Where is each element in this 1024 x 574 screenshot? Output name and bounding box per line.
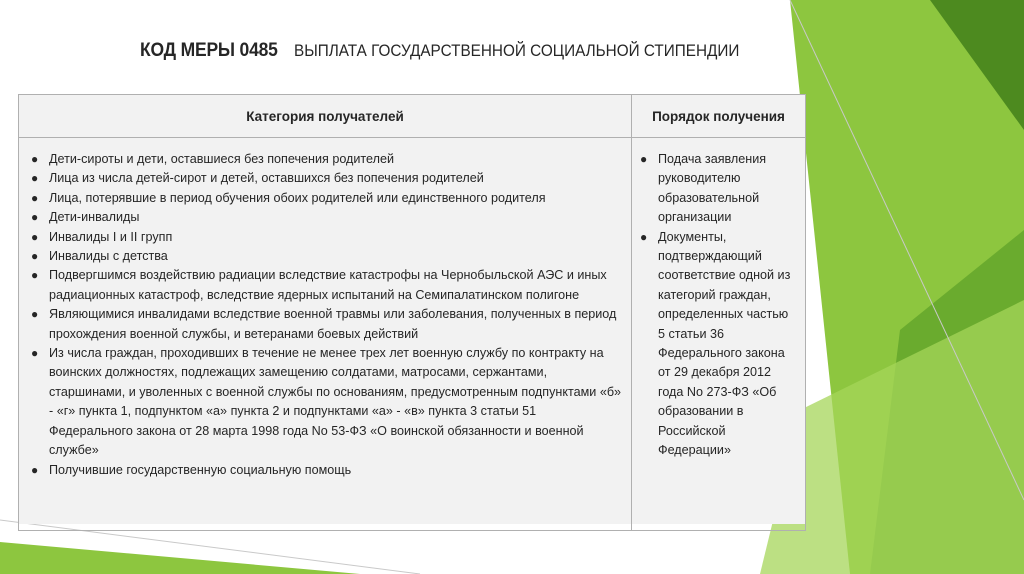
recipient-item <box>29 189 623 208</box>
recipient-item-text: Инвалиды с детства <box>49 249 168 264</box>
slide-title <box>140 40 789 62</box>
recipient-item <box>29 344 623 460</box>
bullet-icon: ● <box>31 210 39 225</box>
recipient-item <box>29 150 623 169</box>
bullet-icon: ● <box>31 346 39 361</box>
header-procedure: Порядок получения <box>632 95 806 138</box>
bullet-icon: ● <box>31 462 39 477</box>
recipient-item-text: Лица, потерявшие в период обучения обоих родителей или единственного родителя <box>49 190 546 205</box>
recipient-item <box>29 169 623 188</box>
table-header-row <box>19 95 806 138</box>
procedure-cell <box>632 138 806 531</box>
recipient-item-text: Из числа граждан, проходивших в течение не менее трех лет военную службу по контракту на воинских должностях, подлежащих замещению солдатами, матросами, сержантами, старшинами, и уволенных с военной службы по основаниям, предусмотренным подпунктами «б» - «г» пункта 1, подпунктом «а» пункта 2 и подпунктами «а» - «в» пункта 3 статьи 51 Федерального закона от 28 марта 1998 года No 53-ФЗ «О воинской обязанности и военной службе» <box>49 346 622 458</box>
measure-name: ВЫПЛАТА ГОСУДАРСТВЕННОЙ СОЦИАЛЬНОЙ СТИПЕНДИИ <box>293 41 740 60</box>
recipient-item-text: Являющимися инвалидами вследствие военной травмы или заболевания, полученных в период прохождения военной службы, и ветеранами боевых действий <box>49 307 617 341</box>
recipient-item-text: Получившие государственную социальную помощь <box>49 462 352 477</box>
recipient-item <box>29 305 623 344</box>
procedure-item <box>638 150 797 228</box>
bullet-icon: ● <box>640 229 648 244</box>
content-table <box>18 94 806 531</box>
procedure-item-text: Документы, подтверждающий соответствие одной из категорий граждан, определенных частью 5 статьи 36 Федерального закона от 29 декабря 2012 года No 273-ФЗ «Об образовании в Российской Федерации» <box>658 229 791 458</box>
bullet-icon: ● <box>31 171 39 186</box>
table-row <box>19 138 806 531</box>
recipient-item-text: Дети-сироты и дети, оставшиеся без попечения родителей <box>49 152 395 166</box>
recipient-item-text: Лица из числа детей-сирот и детей, оставшихся без попечения родителей <box>49 171 484 186</box>
procedure-item <box>638 228 797 461</box>
procedure-item-text: Подача заявления руководителю образовательной организации <box>658 152 767 225</box>
header-recipients: Категория получателей <box>19 95 632 138</box>
recipient-item <box>29 228 623 247</box>
bullet-icon: ● <box>31 190 39 205</box>
recipient-item <box>29 266 623 305</box>
bullet-icon: ● <box>31 229 39 244</box>
recipient-item <box>29 208 623 227</box>
procedure-list <box>638 150 797 461</box>
recipient-item <box>29 461 623 480</box>
bullet-icon: ● <box>31 307 39 322</box>
recipient-item <box>29 247 623 266</box>
bullet-icon: ● <box>31 152 39 166</box>
green-shape-bottom-left <box>0 542 360 574</box>
recipient-item-text: Дети-инвалиды <box>49 210 140 225</box>
measure-code: КОД МЕРЫ 0485 <box>140 40 278 61</box>
bullet-icon: ● <box>31 249 39 264</box>
recipient-item-text: Инвалиды I и II групп <box>49 229 173 244</box>
bullet-icon: ● <box>640 152 648 166</box>
recipients-cell <box>19 138 632 531</box>
bullet-icon: ● <box>31 268 39 283</box>
recipients-list <box>29 150 623 480</box>
recipient-item-text: Подвергшимся воздействию радиации вследствие катастрофы на Чернобыльской АЭС и иных радиационных катастроф, вследствие ядерных испытаний на Семипалатинском полигоне <box>49 268 607 302</box>
